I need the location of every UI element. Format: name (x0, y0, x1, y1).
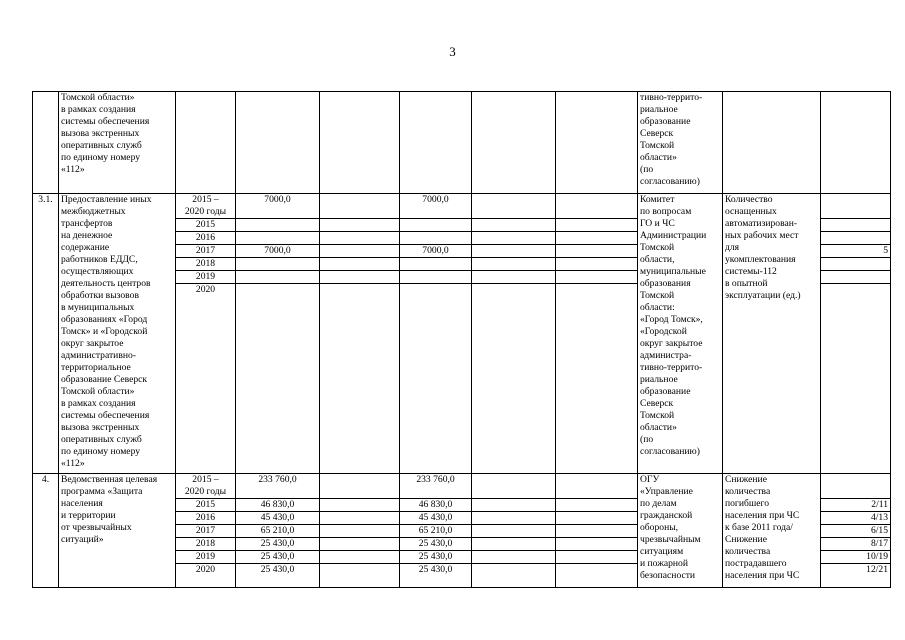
cell-regional: 25 430,0 (400, 564, 472, 588)
cell-value (821, 194, 891, 219)
cell-num (33, 92, 59, 194)
cell-total (236, 92, 320, 194)
cell-municipal (472, 474, 556, 499)
cell-responsible: ОГУ «Управление по делам гражданской обороны, чрезвычайным ситуациям и пожарной безопасности (638, 474, 723, 588)
cell-year: 2019 (176, 551, 236, 564)
cell-value: 6/15 (821, 525, 891, 538)
cell-other (556, 232, 638, 245)
cell-value: 12/21 (821, 564, 891, 588)
cell-num: 4. (33, 474, 59, 588)
cell-municipal (472, 284, 556, 474)
cell-municipal (472, 219, 556, 232)
cell-value (821, 271, 891, 284)
cell-federal (320, 194, 400, 219)
cell-regional: 46 830,0 (400, 499, 472, 512)
cell-year: 2016 (176, 512, 236, 525)
cell-description: Томской области» в рамках создания системы обеспечения вызова экстренных оперативных служб по единому номеру «112» (59, 92, 176, 194)
cell-other (556, 194, 638, 219)
cell-year: 2018 (176, 258, 236, 271)
cell-municipal (472, 499, 556, 512)
cell-total: 25 430,0 (236, 551, 320, 564)
cell-value (821, 92, 891, 194)
cell-municipal (472, 92, 556, 194)
cell-other (556, 525, 638, 538)
cell-federal (320, 538, 400, 551)
cell-regional (400, 258, 472, 271)
cell-federal (320, 474, 400, 499)
cell-regional (400, 284, 472, 474)
cell-year: 2015 (176, 219, 236, 232)
cell-total (236, 258, 320, 271)
cell-total: 65 210,0 (236, 525, 320, 538)
cell-other (556, 258, 638, 271)
cell-total (236, 232, 320, 245)
page-number: 3 (449, 44, 456, 59)
cell-municipal (472, 245, 556, 258)
cell-regional (400, 92, 472, 194)
cell-federal (320, 564, 400, 588)
cell-indicator: Количество оснащенных автоматизирован- ных рабочих мест для укомплектования системы-112 в опытной эксплуатации (ед.) (723, 194, 821, 474)
cell-municipal (472, 551, 556, 564)
cell-total: 7000,0 (236, 194, 320, 219)
cell-federal (320, 525, 400, 538)
cell-value: 4/13 (821, 512, 891, 525)
cell-total (236, 271, 320, 284)
cell-value: 5 (821, 245, 891, 258)
cell-federal (320, 219, 400, 232)
cell-regional: 7000,0 (400, 194, 472, 219)
cell-year: 2017 (176, 525, 236, 538)
cell-other (556, 551, 638, 564)
cell-federal (320, 551, 400, 564)
cell-regional: 25 430,0 (400, 538, 472, 551)
cell-indicator (723, 92, 821, 194)
cell-municipal (472, 232, 556, 245)
table-row (33, 474, 891, 499)
cell-municipal (472, 564, 556, 588)
cell-total: 45 430,0 (236, 512, 320, 525)
cell-federal (320, 245, 400, 258)
cell-year: 2020 (176, 564, 236, 588)
cell-other (556, 219, 638, 232)
cell-federal (320, 92, 400, 194)
cell-value (821, 232, 891, 245)
cell-value: 10/19 (821, 551, 891, 564)
cell-regional: 45 430,0 (400, 512, 472, 525)
cell-total (236, 284, 320, 474)
cell-regional: 65 210,0 (400, 525, 472, 538)
cell-other (556, 538, 638, 551)
cell-regional: 25 430,0 (400, 551, 472, 564)
cell-other (556, 92, 638, 194)
cell-other (556, 474, 638, 499)
cell-year: 2017 (176, 245, 236, 258)
cell-federal (320, 232, 400, 245)
cell-year: 2016 (176, 232, 236, 245)
cell-total: 25 430,0 (236, 564, 320, 588)
table-row-continuation (33, 92, 891, 194)
cell-year: 2018 (176, 538, 236, 551)
cell-regional (400, 232, 472, 245)
cell-total: 46 830,0 (236, 499, 320, 512)
cell-year: 2015 (176, 499, 236, 512)
cell-num: 3.1. (33, 194, 59, 474)
cell-municipal (472, 271, 556, 284)
cell-federal (320, 512, 400, 525)
cell-municipal (472, 194, 556, 219)
table-body (33, 92, 891, 588)
cell-other (556, 512, 638, 525)
cell-responsible: тивно-террито- риальное образование Северск Томской области» (по согласованию) (638, 92, 723, 194)
cell-municipal (472, 538, 556, 551)
cell-municipal (472, 258, 556, 271)
cell-description: Предоставление иных межбюджетных трансфертов на денежное содержание работников ЕДДС, осуществляющих деятельность центров обработки вызовов в муниципальных образованиях «Город Томск» и «Городской округ закрытое административно- территориальное образование Северск Томской области» в рамках создания системы обеспечения вызова экстренных оперативных служб по единому номеру «112» (59, 194, 176, 474)
cell-responsible: Комитет по вопросам ГО и ЧС Администрации Томской области, муниципальные образования Томской области: «Город Томск», «Городской округ закрытое администра- тивно-террито- риальное образование Северск Томской области» (по согласованию) (638, 194, 723, 474)
cell-year: 2015 – 2020 годы (176, 474, 236, 499)
cell-year: 2015 – 2020 годы (176, 194, 236, 219)
program-table (32, 91, 891, 588)
cell-other (556, 564, 638, 588)
cell-value (821, 284, 891, 474)
cell-total (236, 219, 320, 232)
cell-other (556, 271, 638, 284)
cell-year: 2019 (176, 271, 236, 284)
cell-year (176, 92, 236, 194)
cell-other (556, 284, 638, 474)
cell-description: Ведомственная целевая программа «Защита населения и территории от чрезвычайных ситуаций» (59, 474, 176, 588)
cell-federal (320, 258, 400, 271)
cell-total: 25 430,0 (236, 538, 320, 551)
cell-value (821, 258, 891, 271)
cell-value: 2/11 (821, 499, 891, 512)
cell-total: 233 760,0 (236, 474, 320, 499)
cell-year: 2020 (176, 284, 236, 474)
cell-regional: 233 760,0 (400, 474, 472, 499)
cell-federal (320, 284, 400, 474)
cell-value: 8/17 (821, 538, 891, 551)
cell-regional (400, 271, 472, 284)
cell-regional (400, 219, 472, 232)
cell-regional: 7000,0 (400, 245, 472, 258)
cell-municipal (472, 525, 556, 538)
cell-indicator: Снижение количества погибшего населения при ЧС к базе 2011 года/ Снижение количества пострадавшего населения при ЧС (723, 474, 821, 588)
cell-federal (320, 499, 400, 512)
table-row (33, 194, 891, 219)
cell-federal (320, 271, 400, 284)
cell-value (821, 474, 891, 499)
cell-municipal (472, 512, 556, 525)
cell-other (556, 499, 638, 512)
cell-value (821, 219, 891, 232)
cell-total: 7000,0 (236, 245, 320, 258)
cell-other (556, 245, 638, 258)
